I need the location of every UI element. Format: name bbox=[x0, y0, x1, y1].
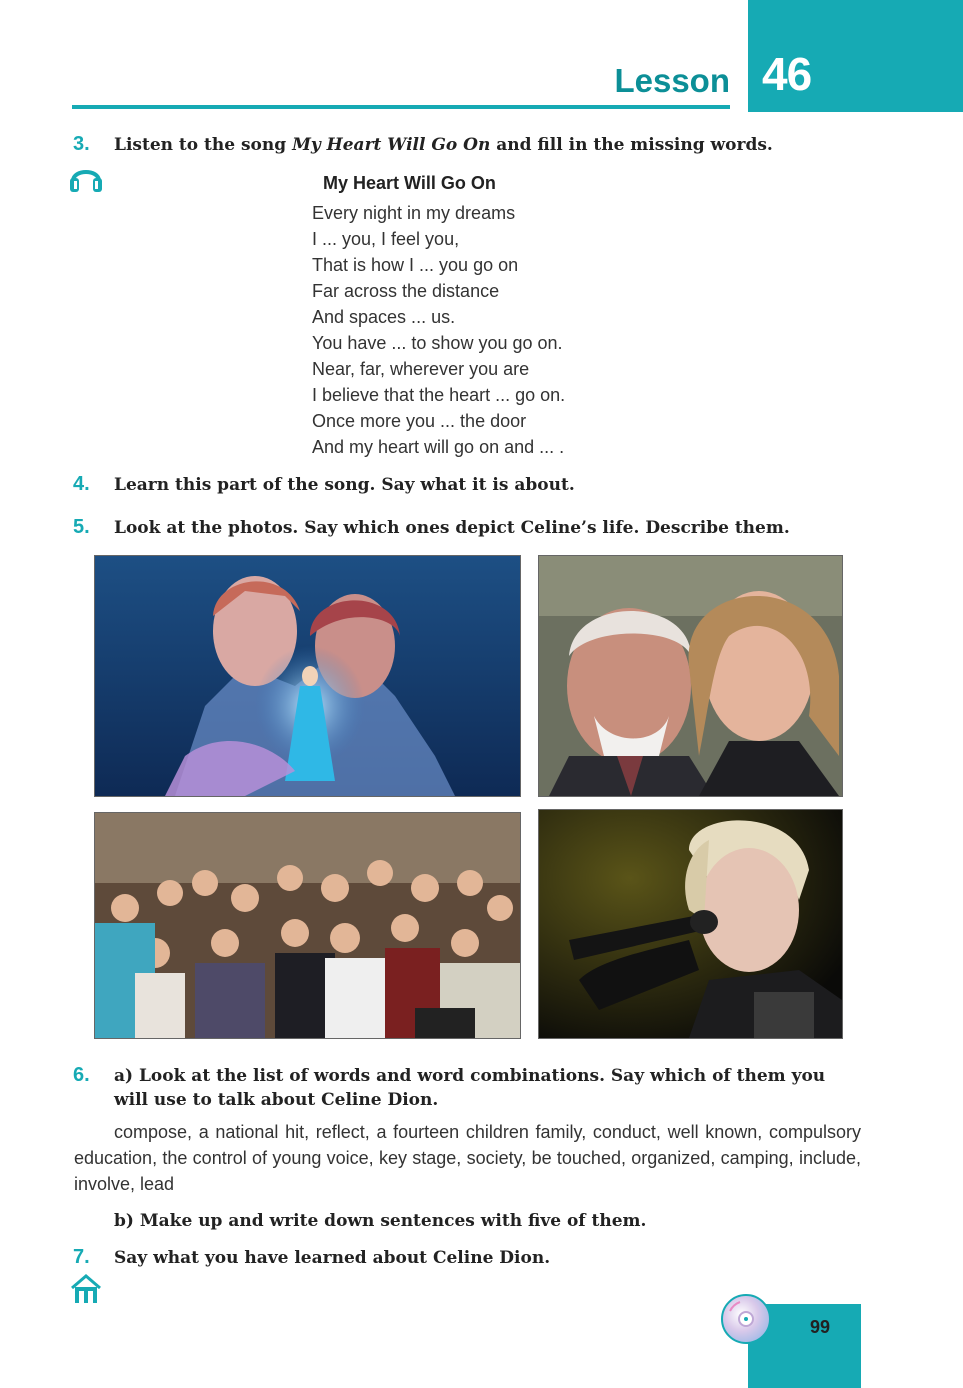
task-3-text-after: and fill in the missing words. bbox=[490, 135, 773, 155]
lesson-label: Lesson bbox=[614, 62, 730, 99]
cd-icon bbox=[720, 1293, 772, 1345]
task-6-number: 6. bbox=[73, 1064, 90, 1086]
word-list: compose, a national hit, reflect, a fourteen children family, conduct, well known, compulsory education, the control of young voice, key stage, society, be touched, organized, camping, include, involve, lead bbox=[74, 1122, 861, 1194]
task-4-number: 4. bbox=[73, 473, 90, 495]
headphones-icon bbox=[69, 163, 103, 193]
task-3-text bbox=[114, 133, 874, 157]
lyric-line: And spaces ... us. bbox=[312, 307, 456, 327]
song-lyrics bbox=[312, 200, 732, 460]
task-5-number: 5. bbox=[73, 516, 90, 538]
page-number: 99 bbox=[809, 1317, 831, 1337]
task-7-text: Say what you have learned about Celine Dion. bbox=[114, 1248, 551, 1268]
lyric-line: Every night in my dreams bbox=[312, 203, 516, 223]
lyric-line: Once more you ... the door bbox=[312, 411, 527, 431]
lyric-line: I believe that the heart ... go on. bbox=[312, 385, 566, 405]
lyric-line: I ... you, I feel you, bbox=[312, 229, 460, 249]
task-7-number: 7. bbox=[73, 1246, 90, 1268]
task-5-text: Look at the photos. Say which ones depict Celine’s life. Describe them. bbox=[114, 518, 790, 538]
photo-dion-family bbox=[94, 812, 521, 1039]
task-6a-text: a) Look at the list of words and word combinations. Say which of them you will use to talk about Celine Dion. bbox=[114, 1066, 826, 1110]
task-6b-text: b) Make up and write down sentences with five of them. bbox=[114, 1211, 647, 1231]
lesson-number: 46 bbox=[762, 48, 812, 100]
photo-celine-husband bbox=[538, 555, 843, 797]
song-title: My Heart Will Go On bbox=[323, 173, 496, 193]
lyric-line: That is how I ... you go on bbox=[312, 255, 519, 275]
lyric-line: Near, far, wherever you are bbox=[312, 359, 530, 379]
task-4-text: Learn this part of the song. Say what it is about. bbox=[114, 475, 575, 495]
task-3-song-name: My Heart Will Go On bbox=[292, 135, 491, 155]
task-3-number: 3. bbox=[73, 133, 90, 155]
lyric-line: Far across the distance bbox=[312, 281, 500, 301]
photo-titanic-poster bbox=[94, 555, 521, 797]
lyric-line: And my heart will go on and ... . bbox=[312, 437, 565, 457]
header-rule bbox=[72, 105, 730, 109]
photo-singer-microphone bbox=[538, 809, 843, 1039]
house-icon bbox=[70, 1274, 102, 1304]
task-3-text-before: Listen to the song bbox=[114, 135, 293, 155]
lyric-line: You have ... to show you go on. bbox=[312, 333, 563, 353]
